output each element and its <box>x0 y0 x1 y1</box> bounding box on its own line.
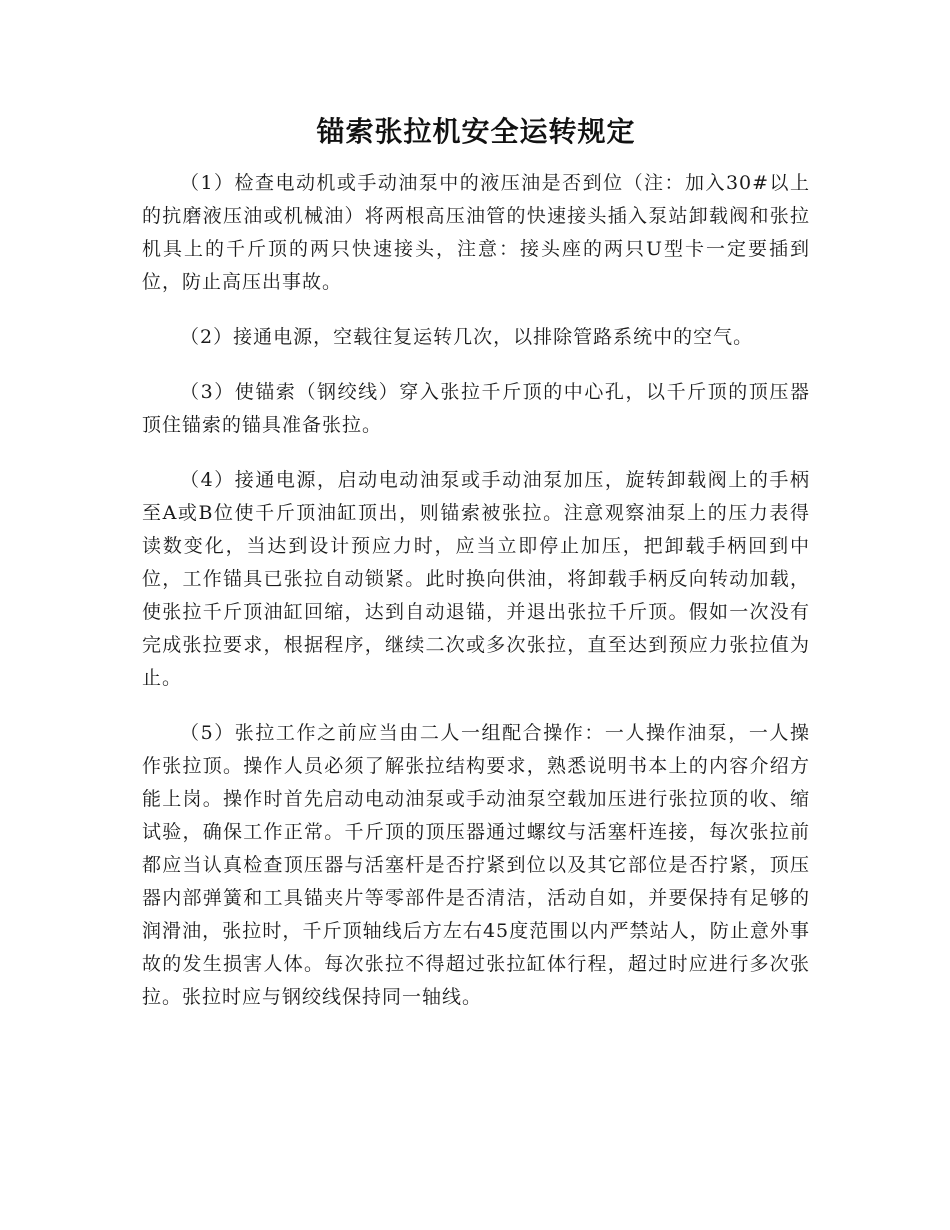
paragraph-3: （3）使锚索（钢绞线）穿入张拉千斤顶的中心孔，以千斤顶的顶压器顶住锚索的锚具准备张拉。 <box>142 381 810 436</box>
document-title: 锚索张拉机安全运转规定 <box>316 115 636 148</box>
paragraph-4: （4）接通电源，启动电动油泵或手动油泵加压，旋转卸载阀上的手柄至A或B位使千斤顶油缸顶出，则锚索被张拉。注意观察油泵上的压力表得读数变化，当达到设计预应力时，应当立即停止加压，把卸载手柄回到中位，工作锚具已张拉自动锁紧。此时换向供油，将卸载手柄反向转动加载，使张拉千斤顶油缸回缩，达到自动退锚，并退出张拉千斤顶。假如一次没有完成张拉要求，根据程序，继续二次或多次张拉，直至达到预应力张拉值为止。 <box>142 469 810 689</box>
paragraph-1: （1）检查电动机或手动油泵中的液压油是否到位（注：加入30#以上的抗磨液压油或机械油）将两根高压油管的快速接头插入泵站卸载阀和张拉机具上的千斤顶的两只快速接头，注意：接头座的两只U型卡一定要插到位，防止高压出事故。 <box>142 172 810 293</box>
paragraph-5: （5）张拉工作之前应当由二人一组配合操作：一人操作油泵，一人操作张拉顶。操作人员必须了解张拉结构要求，熟悉说明书本上的内容介绍方能上岗。操作时首先启动电动油泵或手动油泵空载加压进行张拉顶的收、缩试验，确保工作正常。千斤顶的顶压器通过螺纹与活塞杆连接，每次张拉前都应当认真检查顶压器与活塞杆是否拧紧到位以及其它部位是否拧紧，顶压器内部弹簧和工具锚夹片等零部件是否清洁，活动自如，并要保持有足够的润滑油，张拉时，千斤顶轴线后方左右45度范围以内严禁站人，防止意外事故的发生损害人体。每次张拉不得超过张拉缸体行程，超过时应进行多次张拉。张拉时应与钢绞线保持同一轴线。 <box>142 722 810 1008</box>
paragraph-2: （2）接通电源，空载往复运转几次，以排除管路系统中的空气。 <box>180 326 754 348</box>
document-page <box>142 108 810 1036</box>
